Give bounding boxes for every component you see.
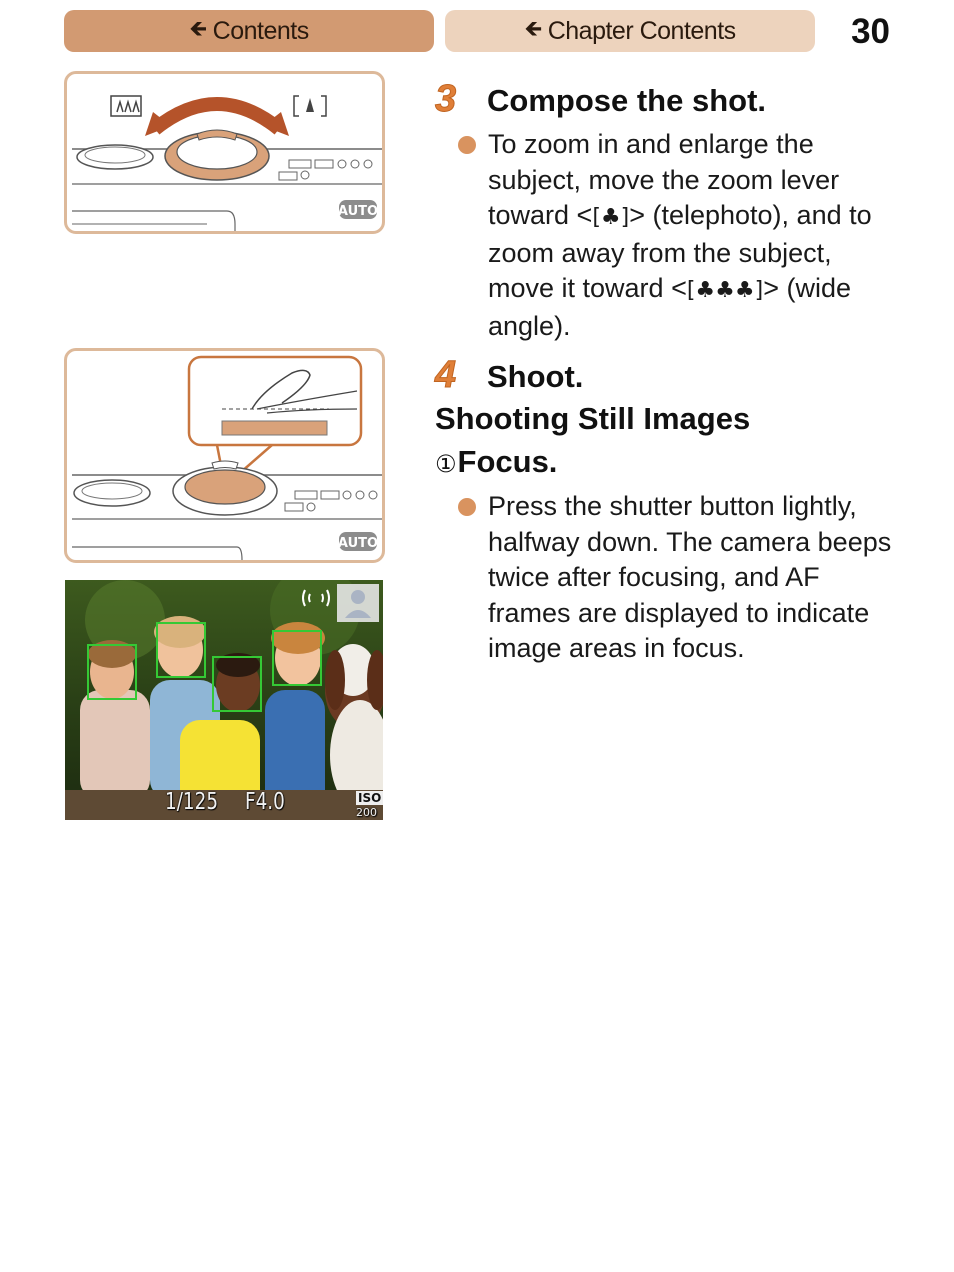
af-frame bbox=[156, 622, 206, 678]
wide-angle-icon: [♣♣♣] bbox=[686, 278, 764, 304]
shutter-speed-readout: 1/125 bbox=[165, 789, 219, 815]
focus-instruction-bullet bbox=[458, 489, 898, 667]
auto-badge: AUTO bbox=[337, 204, 379, 219]
left-arrow-icon: 🡸 bbox=[524, 16, 542, 41]
page-number: 30 bbox=[851, 12, 890, 51]
auto-badge: AUTO bbox=[337, 536, 379, 551]
step-title: Compose the shot. bbox=[487, 83, 767, 118]
step-4-heading bbox=[435, 354, 583, 397]
shutter-press-illustration bbox=[64, 348, 385, 563]
bullet-text: Press the shutter button lightly, halfway down. The camera beeps twice after focusing, and AF frames are displayed to indicate image areas in focus. bbox=[488, 491, 892, 664]
sub-step-heading bbox=[435, 444, 557, 480]
bullet-dot-icon bbox=[458, 498, 476, 516]
bullet-text: > (wide angle). bbox=[488, 273, 851, 341]
af-frame bbox=[212, 656, 262, 712]
zoom-lever-illustration bbox=[64, 71, 385, 234]
af-frame bbox=[272, 630, 322, 686]
left-arrow-icon: 🡸 bbox=[189, 16, 207, 41]
contents-label: Contents bbox=[212, 16, 309, 45]
chapter-contents-nav-button[interactable] bbox=[445, 10, 815, 52]
af-frame bbox=[87, 644, 137, 700]
zoom-instruction-bullet bbox=[458, 127, 898, 345]
step-title: Shoot. bbox=[487, 359, 584, 394]
bullet-text: > (telephoto), and to zoom away from the subject, move it toward < bbox=[488, 200, 872, 304]
step-3-heading bbox=[435, 78, 766, 121]
telephoto-icon: [♣] bbox=[592, 205, 630, 231]
aperture-readout: F4.0 bbox=[245, 789, 285, 815]
step-number: 4 bbox=[435, 354, 457, 396]
iso-label: ISO bbox=[358, 791, 382, 805]
sub-step-title: Focus. bbox=[457, 444, 558, 479]
step-number: 3 bbox=[435, 78, 457, 120]
contents-nav-button[interactable] bbox=[64, 10, 434, 52]
bullet-text: To zoom in and enlarge the subject, move the zoom lever toward < bbox=[488, 129, 840, 231]
af-frames-photo bbox=[65, 580, 383, 820]
section-subtitle: Shooting Still Images bbox=[435, 401, 751, 436]
chapter-contents-label: Chapter Contents bbox=[547, 16, 736, 45]
bullet-dot-icon bbox=[458, 136, 476, 154]
iso-value: 200 bbox=[356, 806, 377, 819]
sub-step-number: ① bbox=[435, 451, 457, 478]
